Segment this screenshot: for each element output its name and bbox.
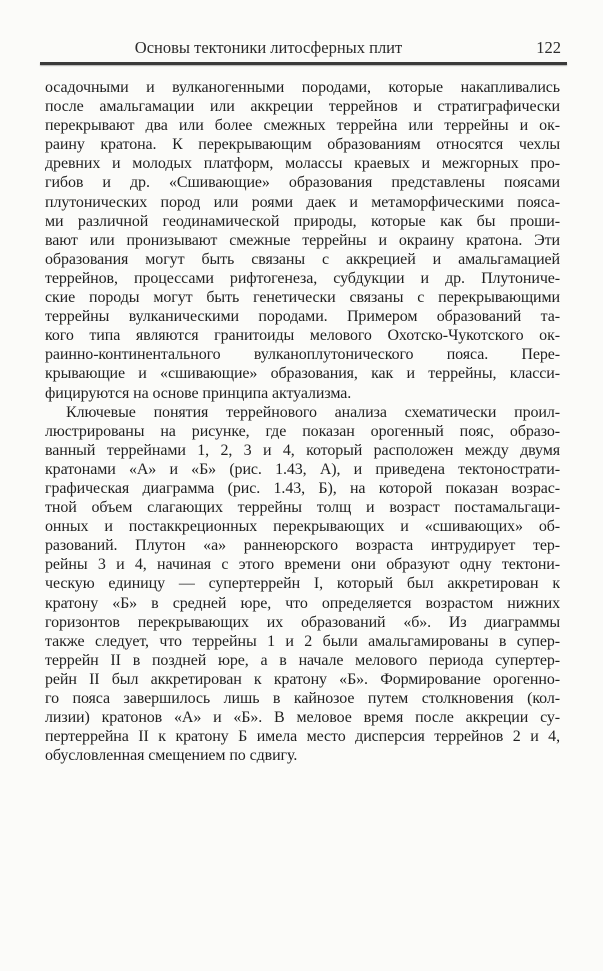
text-line: Ключевые понятия террейнового анализа схематически проил- xyxy=(66,403,560,421)
text-line: осадочными и вулканогенными породами, которые накапливались xyxy=(45,79,560,96)
text-line: вают или пронизывают смежные террейны и окраину кратона. Эти xyxy=(45,231,560,249)
text-line: тной объем слагающих террейны толщ и возраст постамальгаци- xyxy=(45,499,560,517)
running-head-title: Основы тектоники литосферных плит xyxy=(134,38,403,57)
text-line: ванный террейнами 1, 2, 3 и 4, который расположен между двумя xyxy=(45,441,560,459)
text-line: ские породы могут быть генетически связаны с перекрывающими xyxy=(45,289,560,307)
text-line: гибов и др. «Сшивающие» образования представлены поясами xyxy=(45,174,560,192)
text-line: перекрывают два или более смежных террейна или террейны и ок- xyxy=(45,117,560,135)
text-line: крывающие и «сшивающие» образования, как и террейны, класси- xyxy=(45,365,560,383)
text-line: террейны вулканическими породами. Примером образований та- xyxy=(45,308,560,326)
text-line: разований. Плутон «а» раннеюрского возраста интрудирует тер- xyxy=(45,537,560,555)
text-line: плутонических пород или роями даек и метаморфическими пояса- xyxy=(45,193,560,211)
text-line: онных и постаккреционных перекрывающих и «сшивающих» об- xyxy=(45,518,560,536)
text-line: обусловленная смещением по сдвигу. xyxy=(45,747,298,765)
text-line: рейн II был аккретирован к кратону «Б». Формирование орогенно- xyxy=(45,670,560,688)
text-line: кратонами «А» и «Б» (рис. 1.43, А), и приведена тектонострати- xyxy=(45,460,560,478)
text-line: раинно-континентального вулканоплутонического пояса. Пере- xyxy=(45,346,560,364)
text-line: ческую единицу — супертеррейн I, который был аккретирован к xyxy=(45,575,560,593)
paragraph xyxy=(45,403,560,766)
text-line: лизии) кратонов «А» и «Б». В меловое время после аккреции су- xyxy=(45,709,560,727)
page-number: 122 xyxy=(536,38,561,57)
text-line: раину кратона. К перекрывающим образованиям относятся чехлы xyxy=(45,136,560,154)
text-line: террейн II в поздней юре, а в начале мелового периода супертер- xyxy=(45,651,560,669)
text-line: кого типа являются гранитоиды мелового Охотско-Чукотского ок- xyxy=(45,327,560,345)
text-line: го пояса завершилось лишь в кайнозое путем столкновения (кол- xyxy=(45,690,560,707)
text-line: террейнов, процессами рифтогенеза, субдукции и др. Плутониче- xyxy=(45,269,560,287)
text-line: графическая диаграмма (рис. 1.43, Б), на которой показан возрас- xyxy=(45,479,560,497)
header-rule xyxy=(40,62,567,65)
page-header xyxy=(44,38,563,60)
text-line: кратону «Б» в средней юре, что определяется возрастом нижних xyxy=(45,594,560,612)
text-line: ми различной геодинамической природы, которые как бы проши- xyxy=(45,212,560,230)
text-line: рейны 3 и 4, начиная с этого времени они образуют одну тектони- xyxy=(45,556,560,574)
text-line: пертеррейна II к кратону Б имела место дисперсия террейнов 2 и 4, xyxy=(45,728,560,746)
page-body xyxy=(45,78,560,765)
text-line: после амальгамации или аккреции террейнов и стратиграфически xyxy=(45,98,560,116)
text-line: древних и молодых платформ, молассы краевых и межгорных про- xyxy=(45,155,560,173)
text-line: также следует, что террейны 1 и 2 были амальгамированы в супер- xyxy=(45,632,560,650)
text-line: фицируются на основе принципа актуализма. xyxy=(45,384,352,402)
paragraph xyxy=(45,78,560,403)
text-line: люстрированы на рисунке, где показан орогенный пояс, образо- xyxy=(45,422,560,440)
text-line: горизонтов перекрывающих их образований «б». Из диаграммы xyxy=(45,613,560,631)
text-line: образования могут быть связаны с аккрецией и амальгамацией xyxy=(45,250,560,268)
